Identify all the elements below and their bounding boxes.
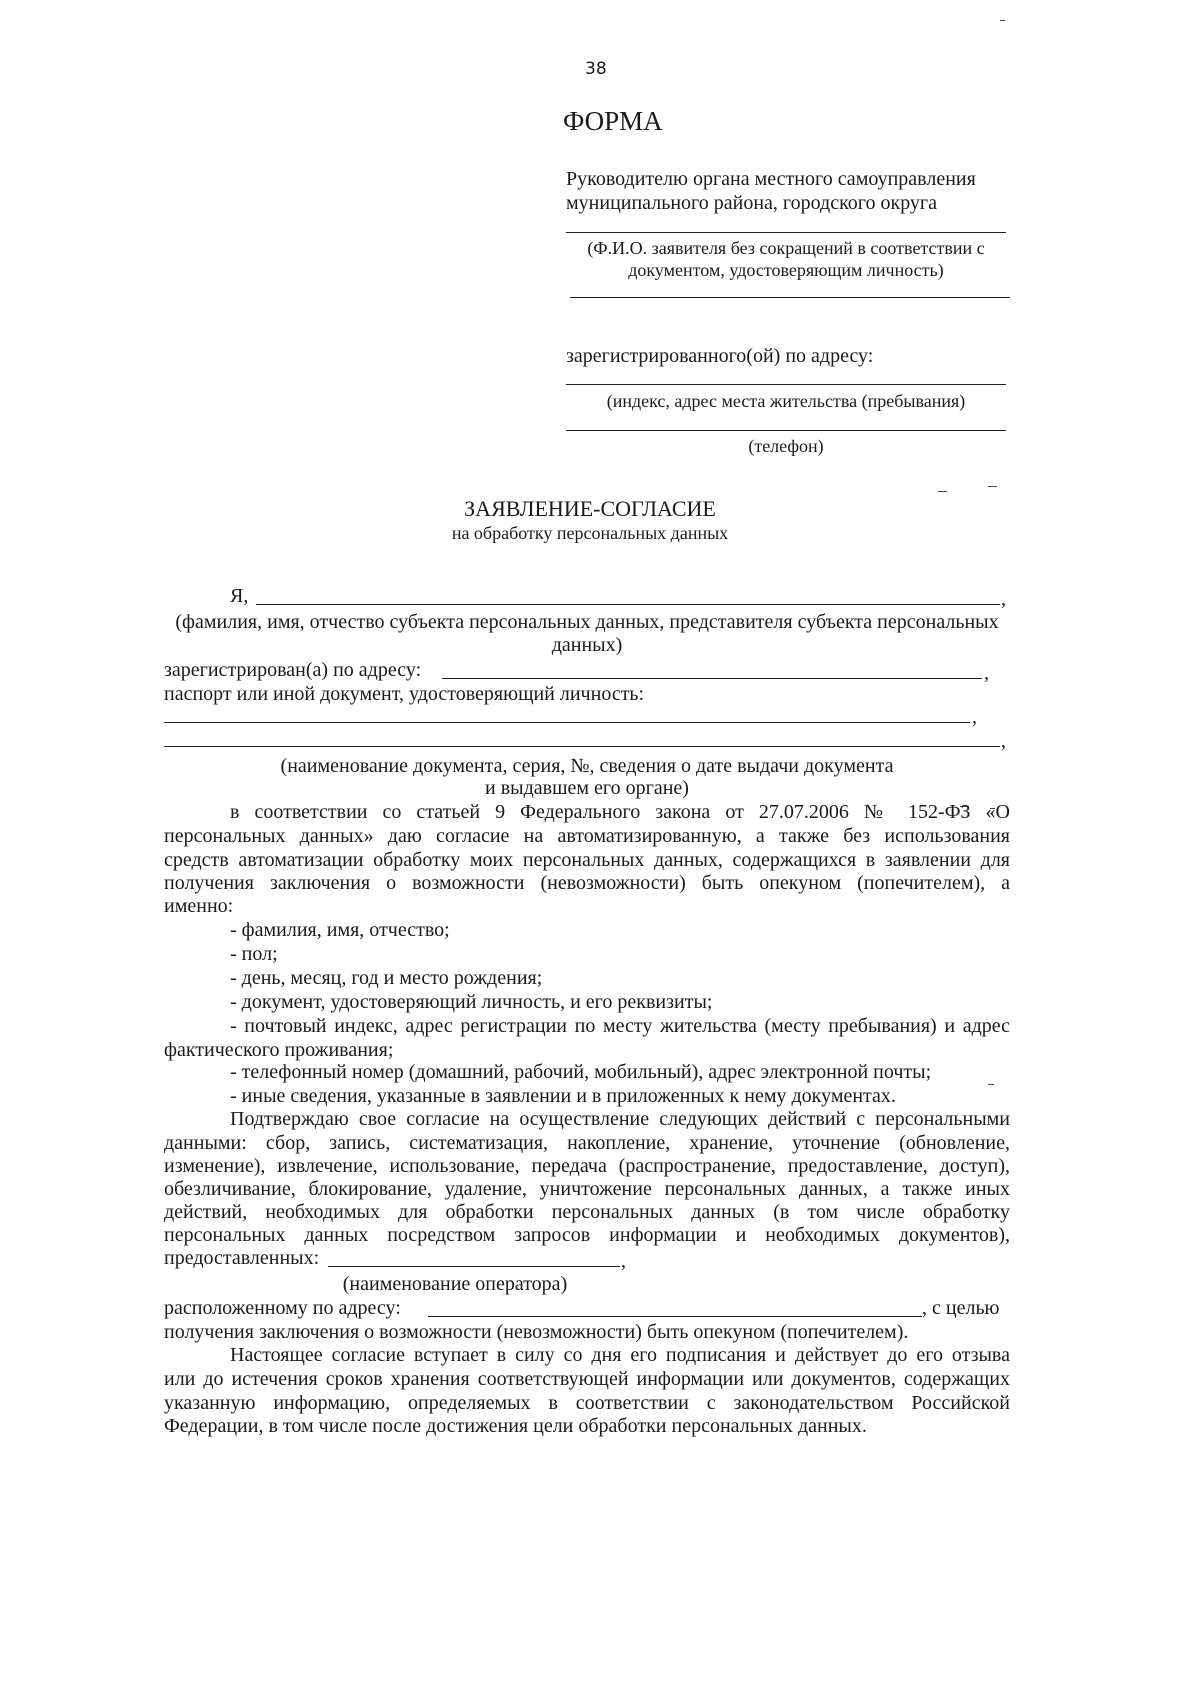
phone-caption: (телефон) — [748, 436, 824, 456]
consent-p1-line-1: в соответствии со статьей 9 Федерального закона от 27.07.2006 № 152-ФЗ «О — [230, 801, 1010, 823]
operator-caption: (наименование оператора) — [342, 1273, 568, 1295]
consent-p1-line-3: средств автоматизации обработку моих персональных данных, содержащихся в заявлении для — [164, 849, 1010, 871]
comma: , — [1001, 730, 1006, 752]
comma: , — [1001, 588, 1006, 610]
applicant-phone-field[interactable] — [566, 430, 1006, 431]
consent-p1-line-5: именно: — [164, 895, 234, 917]
comma: , — [972, 706, 977, 728]
purpose-label: , с целью — [922, 1297, 1000, 1319]
document-title: ЗАЯВЛЕНИЕ-СОГЛАСИЕ — [464, 496, 716, 521]
registered-label: зарегистрирован(а) по адресу: — [164, 659, 422, 681]
comma: , — [984, 662, 989, 684]
registered-at-label: зарегистрированного(ой) по адресу: — [566, 345, 874, 367]
purpose-line: получения заключения о возможности (невозможности) быть опекуном (попечителем). — [164, 1321, 909, 1343]
consent-p3-line-3: указанную информацию, определяемых в соответствии с законодательством Российской — [164, 1392, 1010, 1414]
comma: , — [621, 1250, 626, 1272]
document-caption-1: (наименование документа, серия, №, сведения о дате выдачи документа — [280, 755, 894, 777]
located-label: расположенному по адресу: — [164, 1297, 401, 1319]
consent-p2-line-1: Подтверждаю свое согласие на осуществление следующих действий с персональными — [230, 1108, 1010, 1130]
provided-label: предоставленных: — [164, 1247, 320, 1269]
applicant-address-field[interactable] — [566, 384, 1006, 385]
fio-caption-2: документом, удостоверяющим личность) — [628, 260, 944, 280]
document-subtitle: на обработку персональных данных — [451, 523, 729, 543]
fio-caption-1: (Ф.И.О. заявителя без сокращений в соответствии с — [587, 238, 985, 258]
list-item: - пол; — [230, 943, 278, 965]
list-item: - телефонный номер (домашний, рабочий, мобильный), адрес электронной почты; — [230, 1061, 932, 1083]
addressee-line-1: Руководителю органа местного самоуправления — [566, 168, 976, 190]
consent-p2-line-4: обезличивание, блокирование, удаление, уничтожение персональных данных, а также иных — [164, 1178, 1010, 1200]
address-caption: (индекс, адрес места жительства (пребывания) — [606, 391, 966, 411]
list-item: - почтовый индекс, адрес регистрации по месту жительства (месту пребывания) и адрес — [230, 1015, 1010, 1037]
subject-caption-1: (фамилия, имя, отчество субъекта персональных данных, представителя субъекта персональных — [175, 611, 999, 633]
list-item: - фамилия, имя, отчество; — [230, 919, 450, 941]
form-title: ФОРМА — [563, 106, 663, 136]
document-field-1[interactable] — [164, 722, 970, 723]
consent-p2-line-3: изменение), извлечение, использование, передача (распространение, предоставление, доступ), — [164, 1155, 1010, 1177]
consent-p1-line-2: персональных данных» даю согласие на автоматизированную, а также без использования — [164, 825, 1010, 847]
scan-mark — [988, 1084, 994, 1085]
consent-p1-line-4: получения заключения о возможности (невозможности) быть опекуном (попечителем), а — [164, 872, 1010, 894]
addressee-line-2: муниципального района, городского округа — [566, 192, 938, 214]
applicant-name-field-2[interactable] — [570, 297, 1010, 298]
operator-address-field[interactable] — [428, 1316, 922, 1317]
passport-label: паспорт или иной документ, удостоверяющий личность: — [164, 683, 645, 705]
list-item: фактического проживания; — [164, 1039, 394, 1061]
consent-p3-line-4: Федерации, в том числе после достижения цели обработки персональных данных. — [164, 1415, 867, 1437]
list-item: - иные сведения, указанные в заявлении и в приложенных к нему документах. — [230, 1085, 896, 1107]
subject-caption-2: данных) — [551, 634, 623, 656]
scan-mark — [988, 486, 997, 487]
consent-p3-line-1: Настоящее согласие вступает в силу со дня его подписания и действует до его отзыва — [230, 1344, 1010, 1366]
consent-p2-line-6: персональных данных посредством запросов информации и необходимых документов), — [164, 1224, 1010, 1246]
consent-p3-line-2: или до истечения сроков хранения соответствующей информации или документов, содержащих — [164, 1368, 1010, 1390]
scan-mark — [938, 491, 947, 492]
consent-p2-line-2: данными: сбор, запись, систематизация, накопление, хранение, уточнение (обновление, — [164, 1132, 1010, 1154]
list-item: - день, месяц, год и место рождения; — [230, 967, 543, 989]
document-field-2[interactable] — [164, 746, 1000, 747]
list-item: - документ, удостоверяющий личность, и его реквизиты; — [230, 991, 713, 1013]
document-caption-2: и выдавшем его органе) — [485, 777, 689, 799]
ya-label: Я, — [230, 585, 249, 607]
consent-p2-line-5: действий, необходимых для обработки персональных данных (в том числе обработку — [164, 1201, 1010, 1223]
page-number: 38 — [585, 59, 607, 79]
operator-name-field[interactable] — [328, 1266, 620, 1267]
scan-mark — [1000, 20, 1005, 21]
applicant-name-field[interactable] — [566, 232, 1006, 233]
subject-address-field[interactable] — [442, 678, 982, 679]
subject-name-field[interactable] — [256, 604, 1000, 605]
